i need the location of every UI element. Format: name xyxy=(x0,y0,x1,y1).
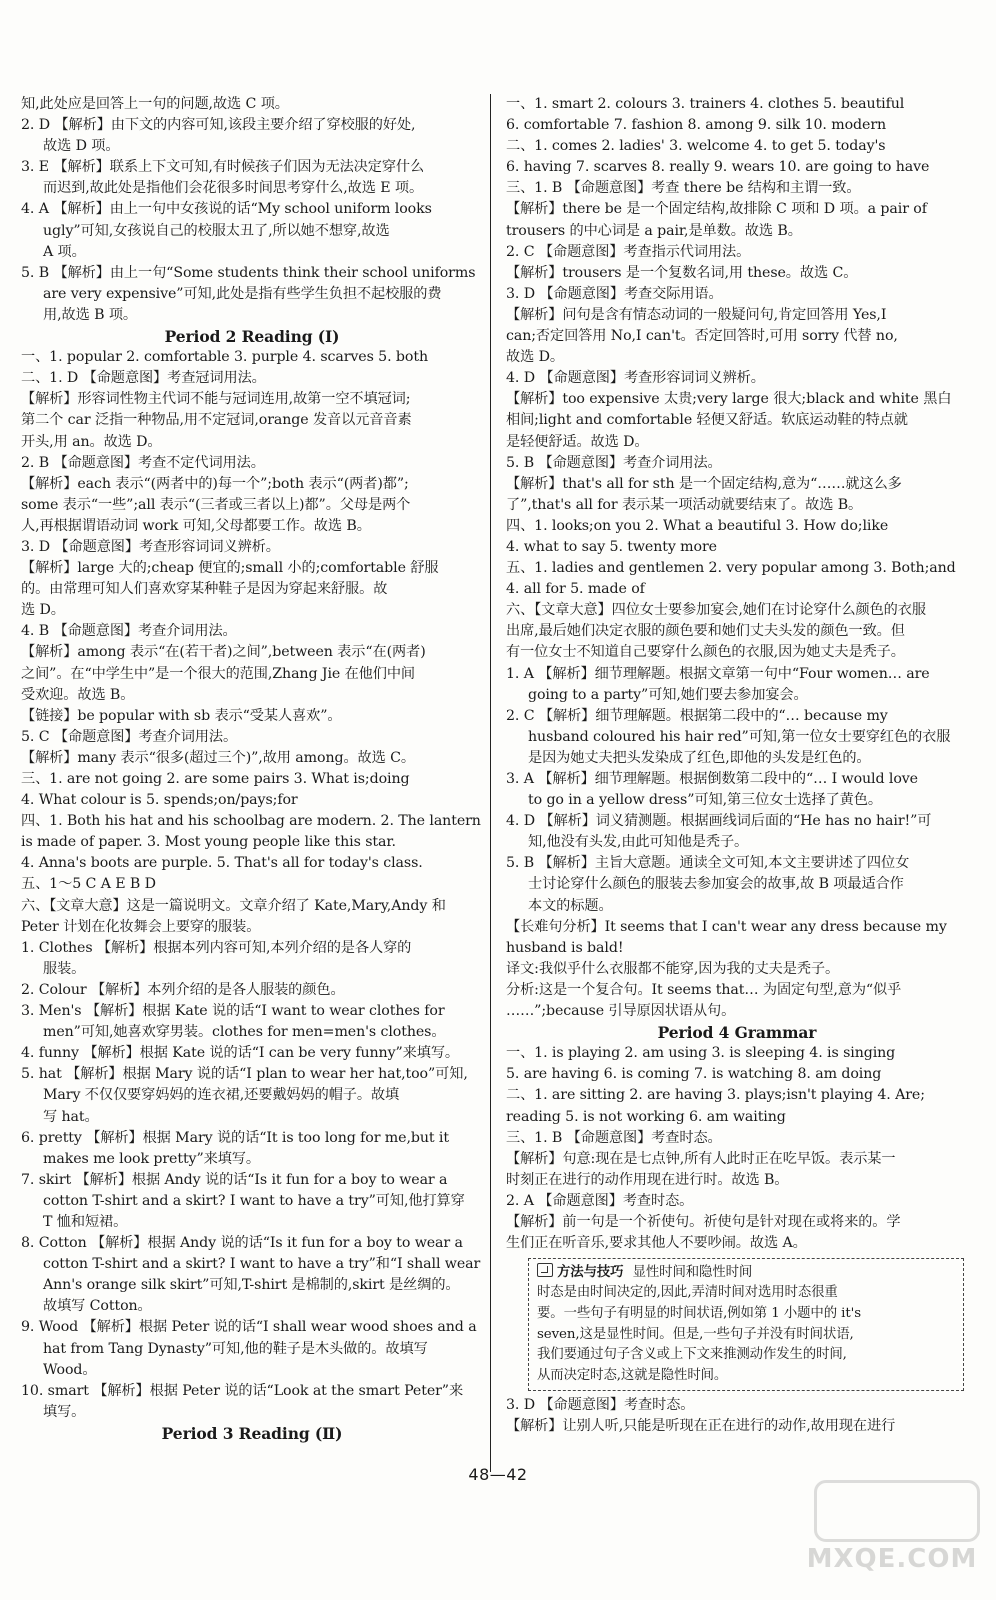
text-line: 2. C 【解析】细节理解题。根据第二段中的“… because my xyxy=(506,707,888,724)
text-line: Peter 计划在化妆舞会上要穿的服装。 xyxy=(21,918,261,935)
text-line: A 项。 xyxy=(43,243,86,260)
text-line: 1. A 【解析】细节理解题。根据文章第一句中“Four women… are xyxy=(506,665,930,682)
text-line: 6. pretty 【解析】根据 Mary 说的话“It is too long for me,but it xyxy=(21,1129,449,1146)
text-line: 【解析】large 大的;cheap 便宜的;small 小的;comfortable 舒服 xyxy=(21,560,439,577)
text-line: 六、【文章大意】四位女士要参加宴会,她们在讨论穿什么颜色的衣服 xyxy=(506,602,926,619)
text-line: 是因为她丈夫把头发染成了红色,即他的头发是红色的。 xyxy=(528,749,871,766)
text-line: 4. B 【命题意图】考查介词用法。 xyxy=(21,623,237,640)
text-line: 3. Men's 【解析】根据 Kate 说的话“I want to wear clothes for xyxy=(21,1003,445,1020)
text-line: 【链接】be popular with sb 表示“受某人喜欢”。 xyxy=(21,707,342,724)
text-line: 4. what to say 5. twenty more xyxy=(506,538,717,555)
text-line: 2. A 【命题意图】考查时态。 xyxy=(506,1192,694,1209)
text-line: 而迟到,故此处是指他们会花很多时间思考穿什么,故选 E 项。 xyxy=(43,180,424,197)
text-line: T 恤和短裙。 xyxy=(43,1213,128,1230)
text-line: 有一位女士不知道自己要穿什么颜色的衣服,因为她丈夫是秃子。 xyxy=(506,644,905,661)
text-line: 【解析】trousers 是一个复数名词,用 these。故选 C。 xyxy=(506,264,858,281)
text-line: cotton T-shirt and a skirt? I want to have a try”和“I shall wear xyxy=(43,1256,481,1273)
column-divider xyxy=(490,94,491,1472)
text-line: 四、1. Both his hat and his schoolbag are modern. 2. The lantern xyxy=(21,813,481,830)
text-line: can;否定回答用 No,I can't。否定回答时,可用 sorry 代替 no, xyxy=(506,328,898,345)
watermark xyxy=(804,1478,980,1574)
text-line: are very expensive”可知,此处是指有些学生负担不起校服的费 xyxy=(43,285,442,302)
right-column xyxy=(506,94,968,1437)
text-line: 士讨论穿什么颜色的服装去参加宴会的故事,故 B 项最适合作 xyxy=(528,876,904,893)
text-line: 从而决定时态,这就是隐性时间。 xyxy=(537,1368,728,1384)
text-line: 三、1. are not going 2. are some pairs 3. What is;doing xyxy=(21,771,410,787)
text-line: husband coloured his hair red”可知,第一位女士要穿红色的衣服 xyxy=(528,728,951,745)
text-line: hat from Tang Dynasty”可知,他的鞋子是木头做的。故填写 xyxy=(43,1340,428,1357)
text-line: 故填写 Cotton。 xyxy=(43,1298,152,1315)
text-line: 4. D 【命题意图】考查形容词词义辨析。 xyxy=(506,370,765,387)
text-line: 【解析】句意:现在是七点钟,所有人此时正在吃早饭。表示某一 xyxy=(506,1150,896,1167)
text-line: 2. Colour 【解析】本列介绍的是各人服装的颜色。 xyxy=(21,981,345,998)
text-line: 时刻正在进行的动作用现在进行时。故选 B。 xyxy=(506,1171,789,1188)
text-line: 二、1. comes 2. ladies' 3. welcome 4. to get 5. today's xyxy=(506,138,886,155)
text-line: 1. Clothes 【解析】根据本列内容可知,本列介绍的是各人穿的 xyxy=(21,939,412,956)
text-line: 【解析】too expensive 太贵;very large 很大;black and white 黑白 xyxy=(506,391,952,408)
text-line: ugly”可知,女孩说自己的校服太丑了,所以她不想穿,故选 xyxy=(43,222,390,239)
text-line: 5. are having 6. is coming 7. is watching 8. am doing xyxy=(506,1066,882,1083)
tip-box xyxy=(528,1258,964,1391)
text-line: 一、1. is playing 2. am using 3. is sleeping 4. is singing xyxy=(506,1045,896,1062)
text-line: 【解析】among 表示“在(若干者)之间”,between 表示“在(两者) xyxy=(21,644,426,661)
text-line: seven,这是显性时间。但是,一些句子并没有时间状语, xyxy=(537,1326,854,1342)
text-line: 分析:这是一个复合句。It seems that… 为固定句型,意为“似乎 xyxy=(506,981,902,998)
text-line: 三、1. B 【命题意图】考查时态。 xyxy=(506,1129,722,1146)
text-line: 3. D 【命题意图】考查时态。 xyxy=(506,1396,695,1413)
text-line: 5. hat 【解析】根据 Mary 说的话“I plan to wear her hat,too”可知, xyxy=(21,1066,468,1083)
text-line: 6. having 7. scarves 8. really 9. wears 10. are going to have xyxy=(506,159,930,176)
text-line: 之间”。在“中学生中”是一个很大的范围,Zhang Jie 在他们中间 xyxy=(21,665,416,682)
text-line: 四、1. looks;on you 2. What a beautiful 3. How do;like xyxy=(506,517,889,534)
text-line: 3. D 【命题意图】考查交际用语。 xyxy=(506,285,723,302)
text-line: 【长难句分析】It seems that I can't wear any dress because my xyxy=(506,918,947,935)
text-line: is made of paper. 3. Most young people like this star. xyxy=(21,834,396,851)
text-line: 6. comfortable 7. fashion 8. among 9. silk 10. modern xyxy=(506,117,887,134)
text-line: 六、【文章大意】这是一篇说明文。文章介绍了 Kate,Mary,Andy 和 xyxy=(21,897,446,914)
text-line: 选 D。 xyxy=(21,602,65,619)
text-line: 5. B 【命题意图】考查介词用法。 xyxy=(506,454,722,471)
text-line: 2. C 【命题意图】考查指示代词用法。 xyxy=(506,243,751,260)
text-line: 一、1. smart 2. colours 3. trainers 4. clothes 5. beautiful xyxy=(506,96,905,112)
text-line: 3. E 【解析】联系上下文可知,有时候孩子们因为无法决定穿什么 xyxy=(21,159,425,176)
text-line: 2. B 【命题意图】考查不定代词用法。 xyxy=(21,454,265,471)
text-line: 写 hat。 xyxy=(43,1108,99,1125)
text-line: 要。一些句子有明显的时间状语,例如第 1 小题中的 it's xyxy=(537,1305,861,1321)
watermark-url: MXQE.COM xyxy=(806,1544,978,1574)
right-column-top xyxy=(506,94,968,1254)
text-line: 相间;light and comfortable 轻便又舒适。软底运动鞋的特点就 xyxy=(506,412,908,429)
text-line: 知,此处应是回答上一句的问题,故选 C 项。 xyxy=(21,96,289,112)
text-line: trousers 的中心词是 a pair,是单数。故选 B。 xyxy=(506,222,802,239)
text-line: 4. A 【解析】由上一句中女孩说的话“My school uniform looks xyxy=(21,201,432,218)
text-line: 9. Wood 【解析】根据 Peter 说的话“I shall wear wood shoes and a xyxy=(21,1319,477,1336)
text-line: 五、1～5 C A E B D xyxy=(21,876,156,893)
text-line: to go in a yellow dress”可知,第三位女士选择了黄色。 xyxy=(528,792,882,809)
text-line: makes me look pretty”来填写。 xyxy=(43,1150,260,1167)
text-line: men”可知,她喜欢穿男装。clothes for men=men's clothes。 xyxy=(43,1024,446,1041)
text-line: 五、1. ladies and gentlemen 2. very popular among 3. Both;and xyxy=(506,560,956,577)
text-line: ……”;because 引导原因状语从句。 xyxy=(506,1003,736,1020)
text-line: 生们正在听音乐,要求其他人不要吵闹。故选 A。 xyxy=(506,1235,807,1252)
text-line: 了”,that's all for 表示某一项活动就要结束了。故选 B。 xyxy=(506,496,863,513)
text-line: 4. Anna's boots are purple. 5. That's all for today's class. xyxy=(21,855,423,872)
text-line: 【解析】many 表示“很多(超过三个)”,故用 among。故选 C。 xyxy=(21,749,415,766)
text-line: 故选 D。 xyxy=(506,349,564,366)
text-line: 2. D 【解析】由下文的内容可知,该段主要介绍了穿校服的好处, xyxy=(21,117,416,134)
right-column-bottom xyxy=(506,1395,968,1437)
text-line: 4. all for 5. made of xyxy=(506,581,645,598)
text-line: 开头,用 an。故选 D。 xyxy=(21,433,162,450)
text-line: 【解析】each 表示“(两者中的)每一个”;both 表示“(两者)都”; xyxy=(21,475,409,492)
text-line: cotton T-shirt and a skirt? I want to have a try”可知,他打算穿 xyxy=(43,1192,465,1209)
text-line: 知,他没有头发,由此可知他是秃子。 xyxy=(528,834,749,851)
check-icon xyxy=(537,1263,553,1277)
text-line: 人,再根据谓语动词 work 可知,父母都要工作。故选 B。 xyxy=(21,517,371,534)
text-line: Mary 不仅仅要穿妈妈的连衣裙,还要戴妈妈的帽子。故填 xyxy=(43,1087,400,1104)
tip-body xyxy=(537,1283,955,1387)
text-line: some 表示“一些”;all 表示“(三者或三者以上)都”。父母是两个 xyxy=(21,496,411,513)
section-heading: Period 4 Grammar xyxy=(657,1023,817,1043)
text-line: 【解析】问句是含有情态动词的一般疑问句,肯定回答用 Yes,I xyxy=(506,306,887,323)
text-line: 出席,最后她们决定衣服的颜色要和她们丈夫头发的颜色一致。但 xyxy=(506,623,905,640)
tip-title: 方法与技巧 xyxy=(557,1264,624,1281)
text-line: 4. What colour is 5. spends;on/pays;for xyxy=(21,792,298,809)
text-line: 本文的标题。 xyxy=(528,897,613,914)
text-line: 的。由常理可知人们喜欢穿某种鞋子是因为穿起来舒服。故 xyxy=(21,581,388,598)
text-line: 受欢迎。故选 B。 xyxy=(21,686,135,703)
text-line: Wood。 xyxy=(43,1361,97,1378)
text-line: 5. C 【命题意图】考查介词用法。 xyxy=(21,728,238,745)
text-line: 时态是由时间决定的,因此,弄清时间对选用时态很重 xyxy=(537,1284,838,1300)
text-line: 我们要通过句子含义或上下文来推测动作发生的时间, xyxy=(537,1347,847,1363)
text-line: 填写。 xyxy=(43,1403,86,1420)
watermark-logo-icon xyxy=(814,1480,980,1542)
text-line: 10. smart 【解析】根据 Peter 说的话“Look at the smart Peter”来 xyxy=(21,1382,464,1399)
text-line: going to a party”可知,她们要去参加宴会。 xyxy=(528,686,808,703)
tip-subtitle: 显性时间和隐性时间 xyxy=(632,1265,753,1281)
text-line: 用,故选 B 项。 xyxy=(43,306,137,323)
page-number: 48—42 xyxy=(468,1465,528,1484)
text-line: 二、1. are sitting 2. are having 3. plays;isn't playing 4. Are; xyxy=(506,1087,925,1104)
text-line: 译文:我似乎什么衣服都不能穿,因为我的丈夫是秃子。 xyxy=(506,960,840,977)
text-line: 【解析】让别人听,只能是听现在正在进行的动作,故用现在进行 xyxy=(506,1418,896,1435)
text-line: 【解析】there be 是一个固定结构,故排除 C 项和 D 项。a pair of xyxy=(506,201,927,218)
text-line: 服装。 xyxy=(43,960,86,977)
text-line: 【解析】that's all for sth 是一个固定结构,意为“……就这么多 xyxy=(506,475,902,492)
left-column xyxy=(21,94,483,1444)
text-line: 3. D 【命题意图】考查形容词词义辨析。 xyxy=(21,538,280,555)
tip-header xyxy=(537,1262,955,1283)
text-line: 第二个 car 泛指一种物品,用不定冠词,orange 发音以元音音素 xyxy=(21,412,412,429)
text-line: 三、1. B 【命题意图】考查 there be 结构和主谓一致。 xyxy=(506,180,861,197)
text-line: 4. funny 【解析】根据 Kate 说的话“I can be very funny”来填写。 xyxy=(21,1045,460,1062)
text-line: 4. D 【解析】词义猜测题。根据画线词后面的“He has no hair!”可 xyxy=(506,813,932,830)
text-line: 二、1. D 【命题意图】考查冠词用法。 xyxy=(21,370,266,387)
text-line: reading 5. is not working 6. am waiting xyxy=(506,1108,786,1125)
text-line: Ann's orange silk skirt”可知,T-shirt 是棉制的,skirt 是丝绸的。 xyxy=(43,1277,460,1294)
text-line: 3. A 【解析】细节理解题。根据倒数第二段中的“… I would love xyxy=(506,771,918,787)
text-line: 【解析】前一句是一个祈使句。祈使句是针对现在或将来的。学 xyxy=(506,1213,901,1230)
text-line: 5. B 【解析】由上一句“Some students think their school uniforms xyxy=(21,264,476,281)
text-line: 是轻便舒适。故选 D。 xyxy=(506,433,649,450)
text-line: 一、1. popular 2. comfortable 3. purple 4. scarves 5. both xyxy=(21,349,428,366)
text-line: 7. skirt 【解析】根据 Andy 说的话“Is it fun for a boy to wear a xyxy=(21,1171,448,1188)
section-heading: Period 2 Reading (Ⅰ) xyxy=(164,327,340,347)
text-line: 【解析】形容词性物主代词不能与冠词连用,故第一空不填冠词; xyxy=(21,391,411,408)
text-line: 5. B 【解析】主旨大意题。通读全文可知,本文主要讲述了四位女 xyxy=(506,855,910,872)
text-line: husband is bald! xyxy=(506,939,624,956)
text-line: 8. Cotton 【解析】根据 Andy 说的话“Is it fun for a boy to wear a xyxy=(21,1235,463,1252)
section-heading: Period 3 Reading (Ⅱ) xyxy=(161,1423,343,1443)
text-line: 故选 D 项。 xyxy=(43,138,120,155)
